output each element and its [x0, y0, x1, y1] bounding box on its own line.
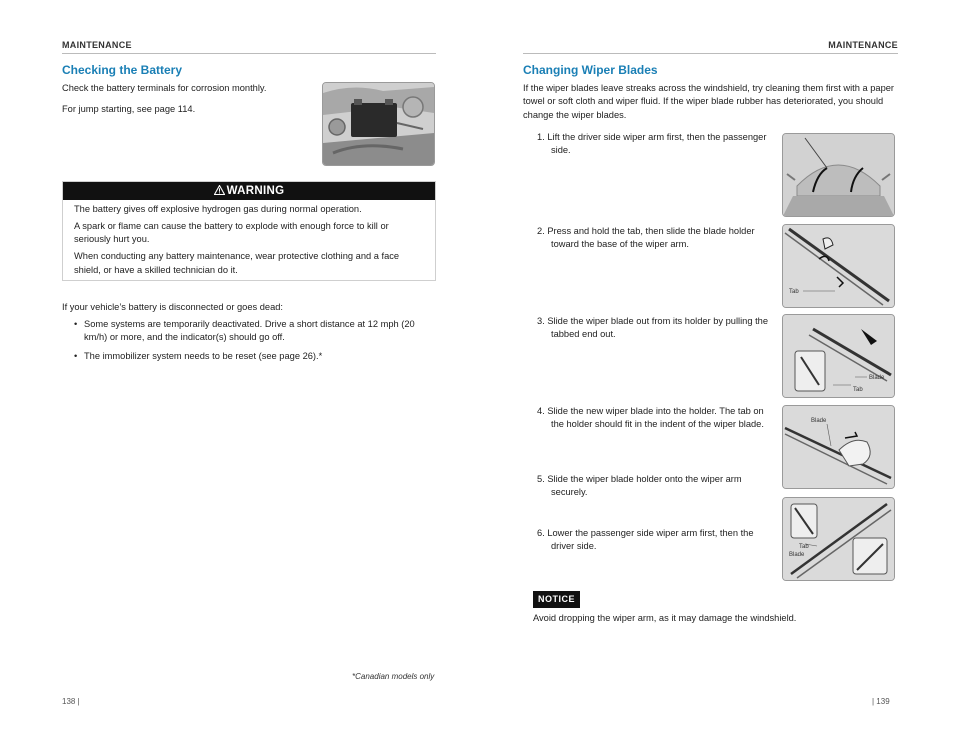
- warning-paragraph-2: A spark or flame can cause the battery to explode with enough force to kill or seriously hurt you.: [74, 220, 389, 245]
- wiper-figure-4: [782, 405, 895, 489]
- wiper-step-6: 6. Lower the passenger side wiper arm first, then the driver side.: [537, 528, 754, 552]
- right-page: [480, 0, 960, 750]
- figure-6-blade-label: Blade: [789, 552, 805, 558]
- wiper-section-title: Changing Wiper Blades: [523, 63, 658, 77]
- warning-body: [63, 200, 435, 277]
- new-blade-insert-illustration: [783, 406, 894, 488]
- wiper-figure-1: [782, 133, 895, 217]
- battery-bullet-list: [72, 318, 436, 368]
- figure-6-tab-label: Tab: [799, 544, 809, 550]
- left-header-rule: [62, 53, 436, 54]
- windshield-wipers-illustration: [783, 134, 894, 216]
- wiper-step-3: 3. Slide the wiper blade out from its holder by pulling the tabbed end out.: [537, 316, 769, 340]
- warning-header: [63, 182, 435, 200]
- battery-intro-line-1: Check the battery terminals for corrosion monthly.: [62, 83, 267, 93]
- wiper-step-5: 5. Slide the wiper blade holder onto the wiper arm securely.: [537, 474, 742, 498]
- wiper-step-1: 1. Lift the driver side wiper arm first, then the passenger side.: [537, 132, 767, 156]
- wiper-figure-6: [782, 497, 895, 581]
- battery-disconnect-text: If your vehicle’s battery is disconnected or goes dead:: [62, 302, 284, 312]
- warning-label: WARNING: [226, 185, 285, 197]
- battery-engine-illustration: [323, 83, 434, 165]
- wiper-figure-3: [782, 314, 895, 398]
- wiper-figure-2: [782, 224, 895, 308]
- warning-triangle-icon: [214, 183, 225, 201]
- blade-holder-reinstall-illustration: [783, 498, 894, 580]
- battery-photo: [322, 82, 435, 166]
- notice-tag: NOTICE: [533, 591, 580, 608]
- warning-paragraph-3: When conducting any battery maintenance, wear protective clothing and a face shield, or have a skilled technician do it.: [74, 251, 400, 275]
- left-page-number: 138 |: [62, 697, 80, 706]
- figure-2-tab-label: Tab: [789, 289, 799, 295]
- list-item: • The immobilizer system needs to be reset (see page 26).*: [72, 350, 436, 363]
- right-header-label: MAINTENANCE: [828, 40, 898, 50]
- wiper-intro: If the wiper blades leave streaks across the windshield, try cleaning them first with a paper towel or soft cloth and wiper fluid. If the wiper blade rubber has deteriorated, you should change the wiper blades.: [523, 83, 895, 120]
- left-header-label: MAINTENANCE: [62, 40, 132, 50]
- figure-3-tab-label: Tab: [853, 387, 863, 393]
- blade-removal-illustration: [783, 315, 894, 397]
- blade-holder-tab-illustration: [783, 225, 894, 307]
- warning-paragraph-1: The battery gives off explosive hydrogen gas during normal operation.: [74, 204, 362, 214]
- battery-intro-line-2: For jump starting, see page 114.: [62, 104, 196, 114]
- wiper-step-2: 2. Press and hold the tab, then slide the blade holder toward the base of the wiper arm.: [537, 226, 755, 250]
- right-header-rule: [523, 53, 898, 54]
- battery-section-title: Checking the Battery: [62, 63, 183, 77]
- figure-3-blade-label: Blade: [869, 375, 885, 381]
- warning-box: [62, 181, 436, 281]
- wiper-step-4: 4. Slide the new wiper blade into the holder. The tab on the holder should fit in the indent of the wiper blade.: [537, 406, 764, 430]
- right-page-number: | 139: [872, 697, 890, 706]
- figure-4-blade-label: Blade: [811, 418, 827, 424]
- notice-text: Avoid dropping the wiper arm, as it may damage the windshield.: [533, 613, 797, 623]
- list-item: • Some systems are temporarily deactivated. Drive a short distance at 12 mph (20 km/h) or more, and the indicator(s) should go off.: [72, 318, 436, 345]
- footnote: *Canadian models only: [352, 672, 435, 681]
